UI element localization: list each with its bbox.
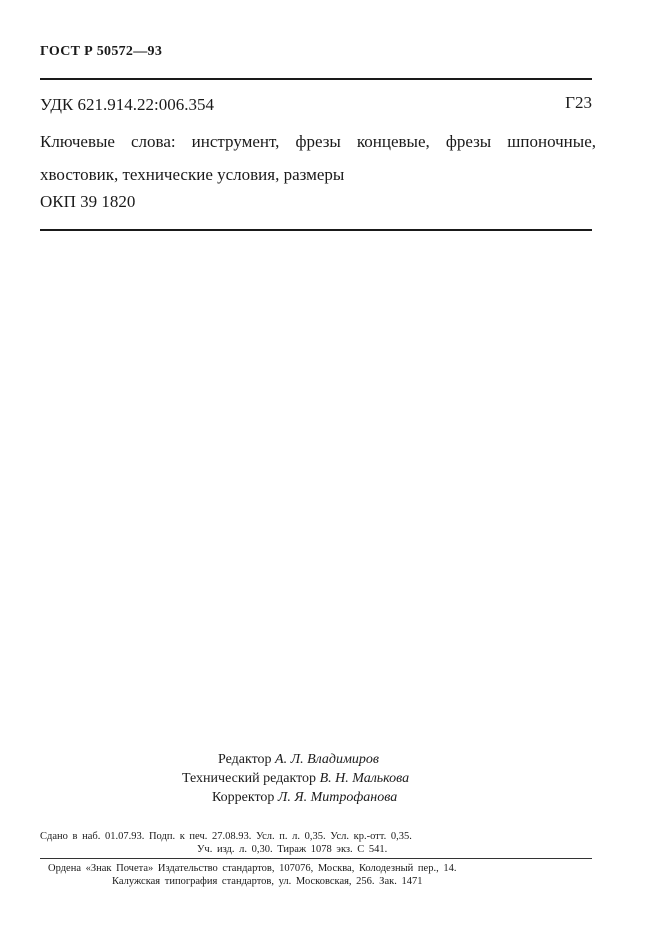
credit-role: Технический редактор [182, 771, 320, 786]
print-imprint [40, 830, 412, 856]
imprint-divider [40, 858, 592, 859]
credit-proofreader [182, 788, 409, 807]
top-divider [40, 78, 592, 80]
okp-code: ОКП 39 1820 [40, 192, 136, 211]
publisher-line-2: Калужская типография стандартов, ул. Московская, 256. Зак. 1471 [112, 876, 423, 887]
credits-block [182, 750, 409, 807]
credit-person: В. Н. Малькова [319, 771, 410, 786]
credit-role: Корректор [212, 790, 278, 805]
udk-code: УДК 621.914.22:006.354 [40, 95, 214, 114]
publisher-line-1: Ордена «Знак Почета» Издательство стандартов, 107076, Москва, Колодезный пер., 14. [48, 863, 457, 874]
credit-person: А. Л. Владимиров [275, 752, 379, 767]
credit-technical-editor [182, 769, 409, 788]
bottom-divider [40, 229, 592, 231]
group-code: Г23 [565, 93, 592, 112]
standard-code: ГОСТ Р 50572—93 [40, 44, 163, 59]
imprint-line-1: Сдано в наб. 01.07.93. Подп. к печ. 27.08.93. Усл. п. л. 0,35. Усл. кр.-отт. 0,35. [40, 831, 412, 842]
keywords: Ключевые слова: инструмент, фрезы концевые, фрезы шпоночные, хвостовик, технические условия, размеры [40, 132, 596, 184]
credit-editor [182, 750, 409, 769]
publisher-info [48, 862, 456, 888]
imprint-line-2: Уч. изд. л. 0,30. Тираж 1078 экз. С 541. [197, 844, 388, 855]
credit-person: Л. Я. Митрофанова [277, 790, 398, 805]
credit-role: Редактор [218, 752, 276, 767]
